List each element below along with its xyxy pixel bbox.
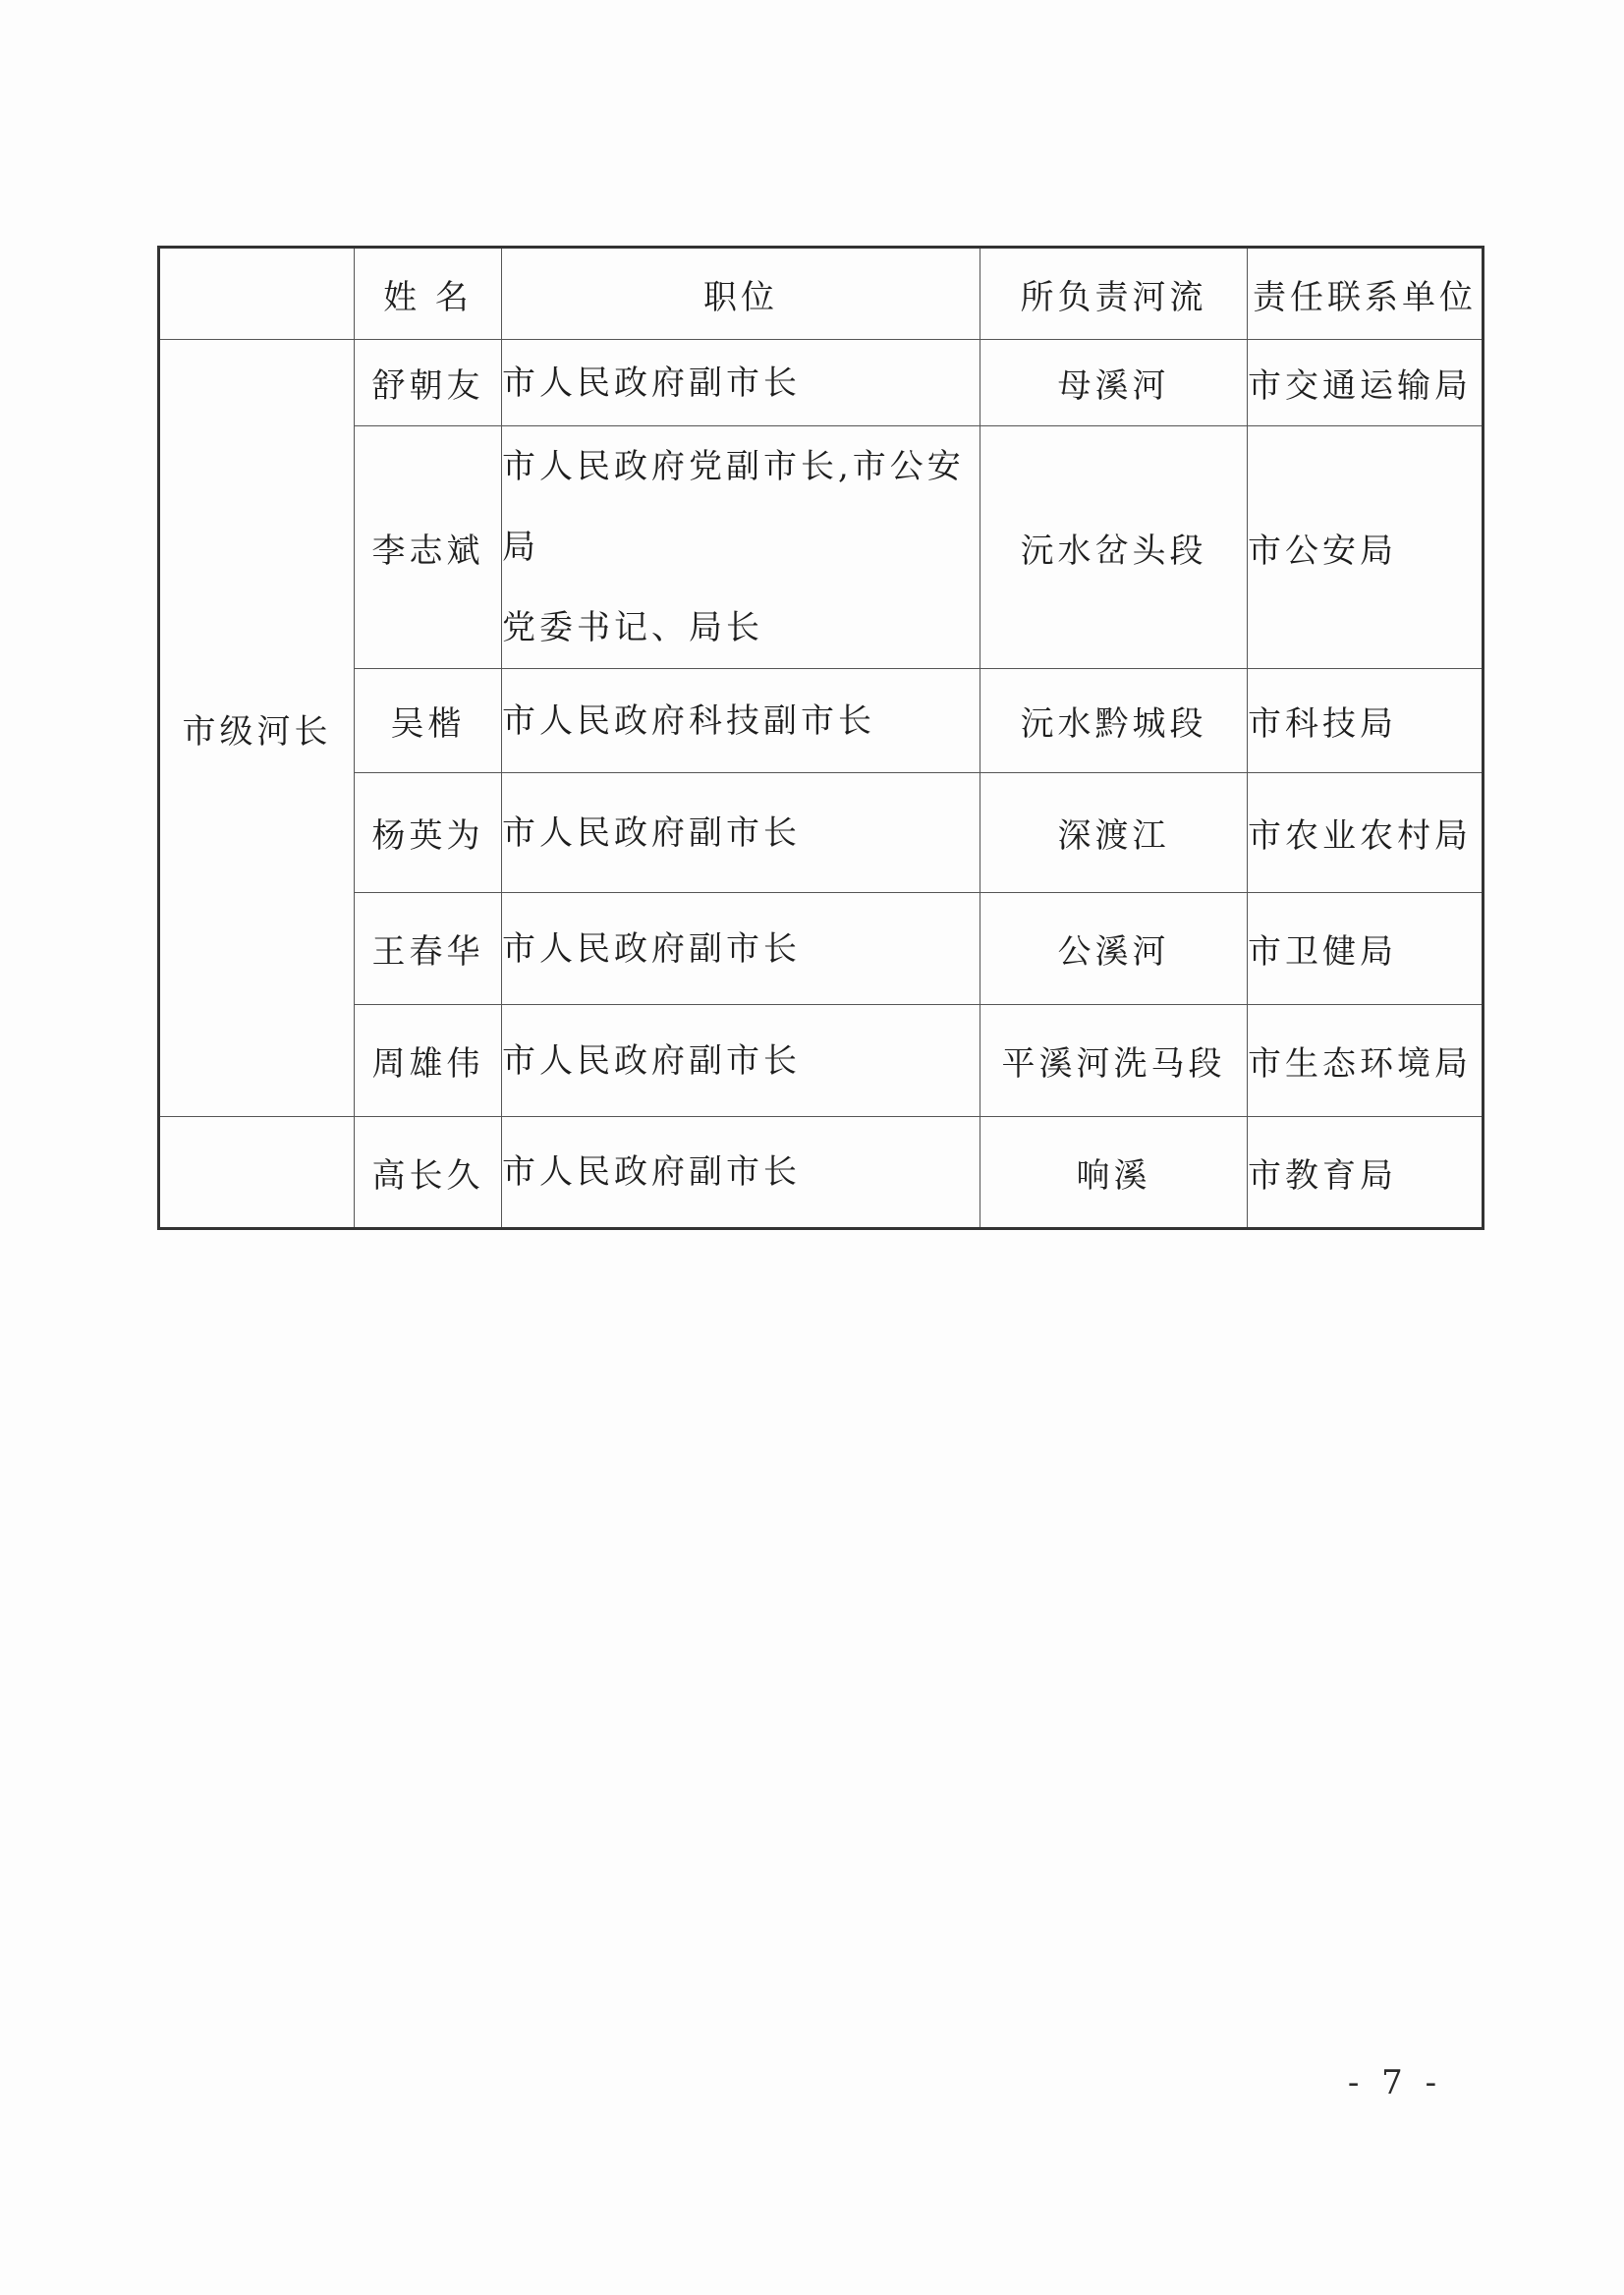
row-name: 李志斌 <box>355 426 502 669</box>
header-name: 姓 名 <box>355 248 502 340</box>
row-river: 响溪 <box>980 1117 1248 1229</box>
row-unit: 市交通运输局 <box>1248 340 1484 426</box>
row-river: 深渡江 <box>980 773 1248 893</box>
row-unit: 市科技局 <box>1248 669 1484 773</box>
row-unit: 市教育局 <box>1248 1117 1484 1229</box>
row-position <box>502 893 980 1005</box>
position-line: 党委书记、局长 <box>502 608 763 647</box>
group-empty-cell <box>159 1117 355 1229</box>
row-name: 王春华 <box>355 893 502 1005</box>
row-position <box>502 1117 980 1229</box>
row-name: 舒朝友 <box>355 340 502 426</box>
row-position <box>502 773 980 893</box>
row-river: 平溪河洗马段 <box>980 1005 1248 1117</box>
header-position: 职位 <box>502 248 980 340</box>
row-name: 周雄伟 <box>355 1005 502 1117</box>
header-river: 所负责河流 <box>980 248 1248 340</box>
table-row <box>159 1117 1484 1229</box>
table-header-row <box>159 248 1484 340</box>
position-line: 市人民政府副市长 <box>502 1040 801 1081</box>
row-position <box>502 426 980 669</box>
position-line: 市人民政府副市长 <box>502 363 801 403</box>
row-name: 吴楷 <box>355 669 502 773</box>
group-label-city-river-chief: 市级河长 <box>159 340 355 1117</box>
page-number: - 7 - <box>1347 2063 1443 2102</box>
river-chief-table <box>157 246 1484 1230</box>
position-line: 市人民政府党副市长,市公安局 <box>502 447 965 567</box>
row-river: 母溪河 <box>980 340 1248 426</box>
row-river: 公溪河 <box>980 893 1248 1005</box>
position-line: 市人民政府科技副市长 <box>502 700 875 741</box>
row-unit: 市生态环境局 <box>1248 1005 1484 1117</box>
position-line: 市人民政府副市长 <box>502 812 801 853</box>
row-position <box>502 1005 980 1117</box>
table-row <box>159 893 1484 1005</box>
row-river: 沅水岔头段 <box>980 426 1248 669</box>
header-group <box>159 248 355 340</box>
table-row <box>159 426 1484 669</box>
row-name: 杨英为 <box>355 773 502 893</box>
position-line: 市人民政府副市长 <box>502 928 801 969</box>
row-unit: 市卫健局 <box>1248 893 1484 1005</box>
row-river: 沅水黔城段 <box>980 669 1248 773</box>
header-unit: 责任联系单位 <box>1248 248 1484 340</box>
table-row <box>159 340 1484 426</box>
row-unit: 市公安局 <box>1248 426 1484 669</box>
table-row <box>159 669 1484 773</box>
row-unit: 市农业农村局 <box>1248 773 1484 893</box>
row-name: 高长久 <box>355 1117 502 1229</box>
row-position <box>502 340 980 426</box>
table-row <box>159 1005 1484 1117</box>
row-position <box>502 669 980 773</box>
position-line: 市人民政府副市长 <box>502 1152 801 1192</box>
table-row <box>159 773 1484 893</box>
